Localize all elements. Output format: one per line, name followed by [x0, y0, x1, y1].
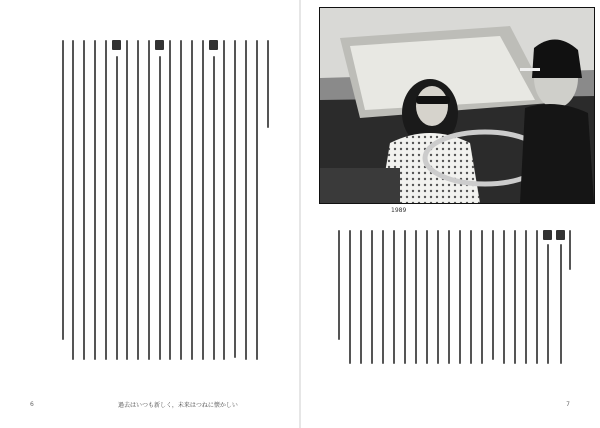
left-page [0, 0, 299, 428]
text-column [267, 40, 269, 128]
text-column [448, 230, 450, 364]
text-column [349, 230, 351, 364]
text-column [213, 56, 215, 360]
text-column [560, 244, 562, 364]
text-column [94, 40, 96, 360]
text-column [202, 40, 204, 360]
text-column [148, 40, 150, 360]
text-column [234, 40, 236, 358]
text-column [569, 230, 571, 270]
text-column [426, 230, 428, 364]
text-column [360, 230, 362, 364]
left-page-body-text [62, 40, 274, 380]
footer-caption: 過去はいつも新しく，未来はつねに懐かしい [118, 402, 238, 409]
photo-credit-year: 1989 [391, 207, 407, 214]
text-column [503, 230, 505, 364]
text-column [180, 40, 182, 360]
text-column [382, 230, 384, 364]
text-column [481, 230, 483, 364]
text-column [256, 40, 258, 360]
text-column [159, 56, 161, 360]
text-column [191, 40, 193, 360]
speaker-tag [209, 40, 218, 50]
text-column [126, 40, 128, 360]
text-column [137, 40, 139, 360]
speaker-tag [155, 40, 164, 50]
text-column [514, 230, 516, 364]
text-column [492, 230, 494, 360]
text-column [72, 40, 74, 360]
speaker-tag [556, 230, 565, 240]
text-column [62, 40, 64, 340]
page-number: 6 [30, 401, 34, 408]
text-column [338, 230, 340, 340]
right-page [301, 0, 600, 428]
text-column [459, 230, 461, 364]
text-column [83, 40, 85, 360]
text-column [437, 230, 439, 364]
text-column [404, 230, 406, 364]
text-column [547, 244, 549, 364]
right-page-body-text [331, 230, 576, 380]
text-column [116, 56, 118, 360]
text-column [169, 40, 171, 360]
text-column [105, 40, 107, 360]
text-column [470, 230, 472, 364]
page-number: 7 [566, 401, 570, 408]
speaker-tag [112, 40, 121, 50]
text-column [415, 230, 417, 364]
car-photo [319, 7, 595, 204]
speaker-tag [543, 230, 552, 240]
text-column [536, 230, 538, 364]
text-column [245, 40, 247, 360]
text-column [223, 40, 225, 360]
text-column [393, 230, 395, 364]
text-column [525, 230, 527, 364]
text-column [371, 230, 373, 364]
